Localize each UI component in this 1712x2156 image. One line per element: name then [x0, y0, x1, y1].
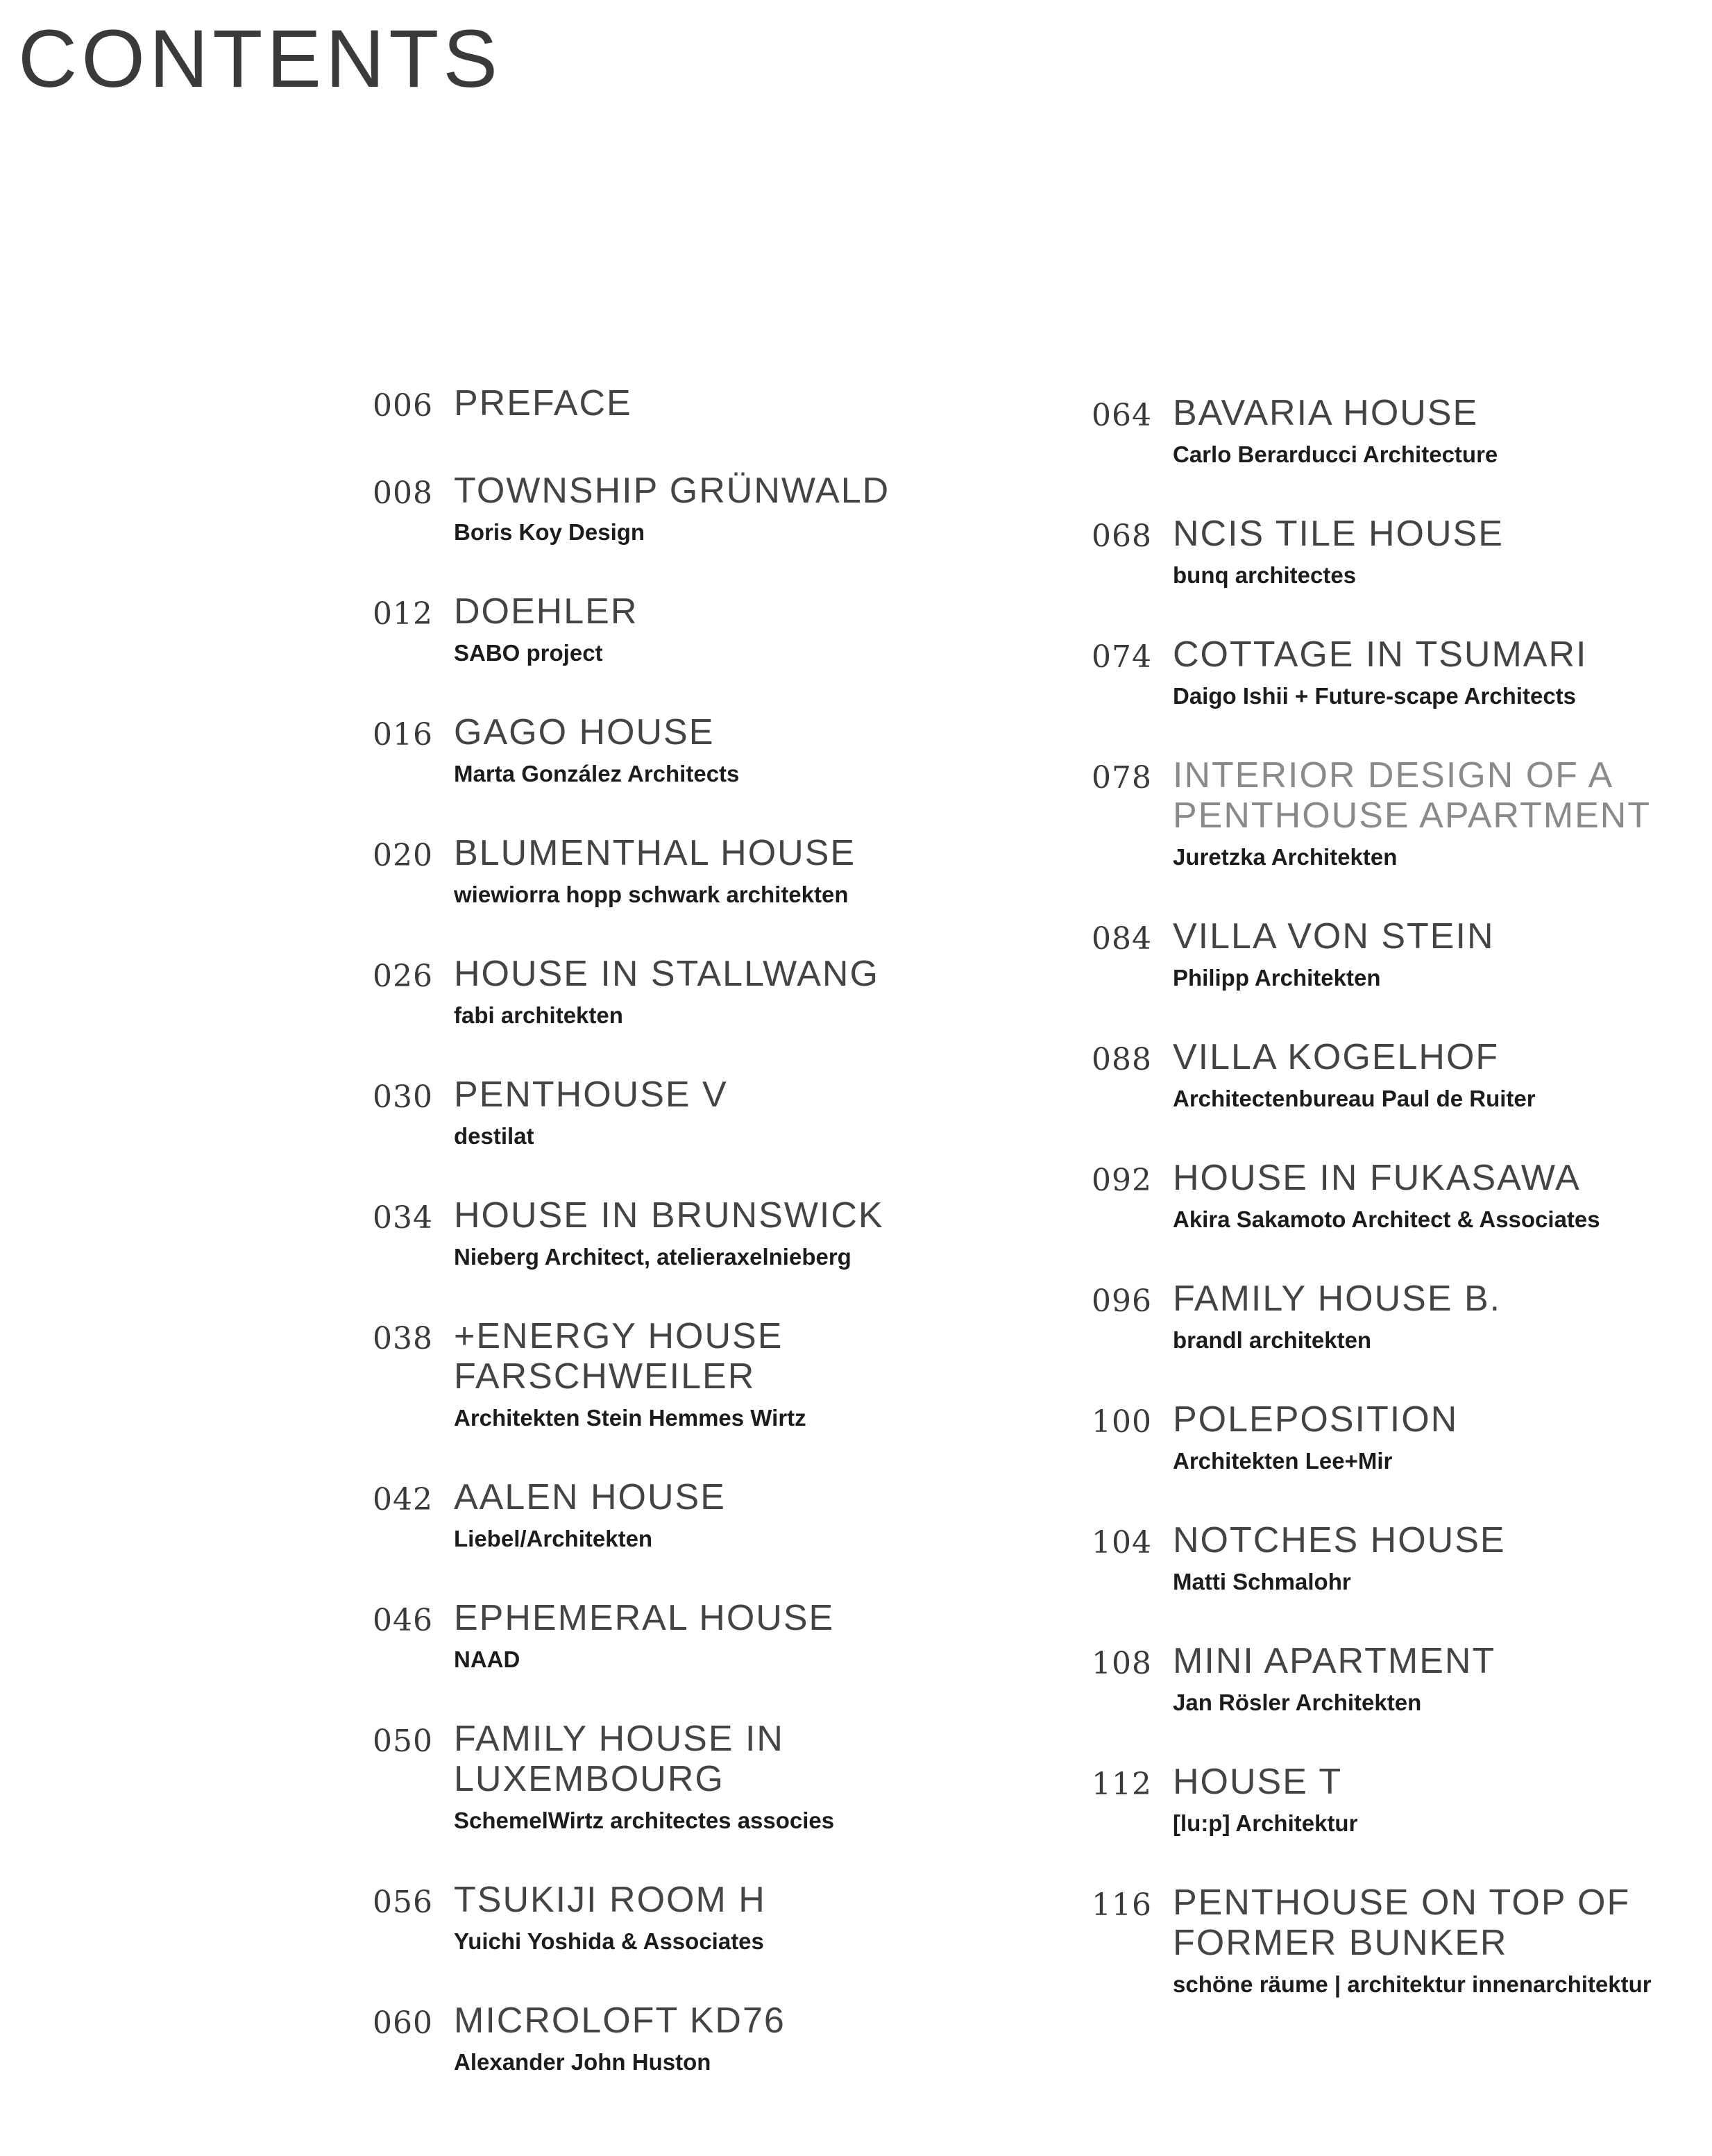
page-number: 026 [373, 959, 433, 994]
entry-title: MINI APARTMENT [1173, 1641, 1496, 1681]
page-number: 096 [1092, 1283, 1152, 1319]
entry-title: FAMILY HOUSE IN LUXEMBOURG [454, 1719, 784, 1799]
toc-entry[interactable] [1055, 1158, 1679, 1234]
entry-author: wiewiorra hopp schwark architekten [454, 882, 849, 907]
entry-author: fabi architekten [454, 1002, 623, 1028]
toc-entry[interactable] [1055, 1037, 1679, 1113]
entry-author: Boris Koy Design [454, 519, 645, 545]
contents-right-column [1055, 393, 1679, 2044]
entry-title: AALEN HOUSE [454, 1477, 726, 1517]
page-number: 116 [1092, 1887, 1152, 1923]
contents-left-column [333, 383, 902, 2121]
entry-author: Daigo Ishii + Future-scape Architects [1173, 683, 1577, 709]
entry-author: Architekten Stein Hemmes Wirtz [454, 1405, 806, 1431]
page-number: 078 [1092, 760, 1152, 795]
entry-author: Carlo Berarducci Architecture [1173, 441, 1498, 467]
page-number: 060 [373, 2005, 433, 2041]
entry-title: PENTHOUSE ON TOP OF FORMER BUNKER [1173, 1883, 1631, 1963]
toc-entry[interactable] [1055, 1883, 1679, 1999]
entry-title: COTTAGE IN TSUMARI [1173, 634, 1588, 675]
entry-author: Matti Schmalohr [1173, 1569, 1351, 1594]
entry-title: INTERIOR DESIGN OF A PENTHOUSE APARTMENT [1173, 755, 1652, 836]
page-number: 084 [1092, 921, 1152, 957]
entry-author: Yuichi Yoshida & Associates [454, 1928, 764, 1954]
page-number: 034 [373, 1200, 433, 1236]
page-number: 020 [373, 838, 433, 873]
toc-entry[interactable] [1055, 1520, 1679, 1597]
toc-entry[interactable] [333, 2001, 902, 2077]
entry-title: EPHEMERAL HOUSE [454, 1598, 835, 1638]
toc-entry[interactable] [333, 1880, 902, 1956]
toc-entry[interactable] [333, 954, 902, 1030]
entry-author: Liebel/Architekten [454, 1526, 653, 1551]
page-number: 108 [1092, 1646, 1152, 1681]
entry-title: PENTHOUSE V [454, 1075, 728, 1115]
entry-author: Marta González Architects [454, 761, 740, 786]
page-number: 038 [373, 1321, 433, 1356]
toc-entry[interactable] [333, 1075, 902, 1151]
entry-author: Juretzka Architekten [1173, 844, 1398, 870]
toc-entry[interactable] [333, 383, 902, 426]
entry-author: SchemelWirtz architectes associes [454, 1808, 835, 1833]
toc-entry[interactable] [1055, 634, 1679, 711]
entry-author: Philipp Architekten [1173, 965, 1381, 991]
entry-title: HOUSE IN BRUNSWICK [454, 1195, 884, 1236]
page-number: 092 [1092, 1163, 1152, 1198]
page-number: 030 [373, 1079, 433, 1115]
entry-title: HOUSE T [1173, 1762, 1343, 1802]
toc-entry[interactable] [333, 833, 902, 909]
entry-title: NCIS TILE HOUSE [1173, 514, 1504, 554]
entry-author: [lu:p] Architektur [1173, 1810, 1358, 1836]
page-title: CONTENTS [18, 13, 502, 105]
toc-entry[interactable] [1055, 1279, 1679, 1355]
toc-entry[interactable] [333, 591, 902, 668]
entry-title: +ENERGY HOUSE FARSCHWEILER [454, 1316, 783, 1397]
toc-entry[interactable] [1055, 393, 1679, 469]
toc-entry[interactable] [333, 471, 902, 547]
entry-author: Nieberg Architect, atelieraxelnieberg [454, 1244, 851, 1270]
entry-title: VILLA VON STEIN [1173, 916, 1495, 957]
entry-title: HOUSE IN STALLWANG [454, 954, 879, 994]
entry-author: brandl architekten [1173, 1327, 1372, 1353]
entry-author: Jan Rösler Architekten [1173, 1690, 1422, 1715]
page-number: 074 [1092, 639, 1152, 675]
entry-author: Alexander John Huston [454, 2049, 711, 2075]
toc-entry[interactable] [1055, 1399, 1679, 1476]
entry-title: BLUMENTHAL HOUSE [454, 833, 856, 873]
entry-title: TSUKIJI ROOM H [454, 1880, 766, 1920]
page-number: 050 [373, 1724, 433, 1759]
entry-title: MICROLOFT KD76 [454, 2001, 786, 2041]
toc-entry[interactable] [333, 712, 902, 789]
entry-title: TOWNSHIP GRÜNWALD [454, 471, 890, 511]
toc-entry[interactable] [333, 1316, 902, 1433]
page-number: 008 [373, 475, 433, 511]
entry-author: bunq architectes [1173, 562, 1357, 588]
entry-title: PREFACE [454, 383, 632, 423]
entry-title: FAMILY HOUSE B. [1173, 1279, 1502, 1319]
entry-author: NAAD [454, 1647, 520, 1672]
page-number: 012 [373, 596, 433, 632]
entry-title: BAVARIA HOUSE [1173, 393, 1479, 433]
page-number: 042 [373, 1482, 433, 1517]
toc-entry[interactable] [333, 1477, 902, 1553]
toc-entry[interactable] [333, 1719, 902, 1835]
page-number: 056 [373, 1885, 433, 1920]
toc-entry[interactable] [1055, 1641, 1679, 1717]
entry-author: Akira Sakamoto Architect & Associates [1173, 1206, 1600, 1232]
page-number: 068 [1092, 519, 1152, 554]
page-number: 016 [373, 717, 433, 752]
entry-title: HOUSE IN FUKASAWA [1173, 1158, 1581, 1198]
entry-author: Architectenbureau Paul de Ruiter [1173, 1086, 1536, 1111]
entry-title: NOTCHES HOUSE [1173, 1520, 1506, 1560]
toc-entry[interactable] [1055, 1762, 1679, 1838]
toc-entry[interactable] [1055, 514, 1679, 590]
toc-entry[interactable] [333, 1195, 902, 1272]
entry-author: Architekten Lee+Mir [1173, 1448, 1393, 1474]
page-number: 006 [373, 388, 433, 423]
entry-author: SABO project [454, 640, 603, 666]
page-number: 100 [1092, 1404, 1152, 1440]
entry-title: GAGO HOUSE [454, 712, 715, 752]
page-number: 088 [1092, 1042, 1152, 1077]
page-number: 112 [1092, 1767, 1152, 1802]
entry-title: DOEHLER [454, 591, 638, 632]
toc-entry[interactable] [1055, 916, 1679, 993]
entry-author: schöne räume | architektur innenarchitektur [1173, 1971, 1652, 1997]
page-number: 046 [373, 1603, 433, 1638]
page-number: 064 [1092, 398, 1152, 433]
page-number: 104 [1092, 1525, 1152, 1560]
toc-entry[interactable] [333, 1598, 902, 1674]
entry-title: VILLA KOGELHOF [1173, 1037, 1500, 1077]
toc-entry[interactable] [1055, 755, 1679, 872]
entry-author: destilat [454, 1123, 534, 1149]
entry-title: POLEPOSITION [1173, 1399, 1459, 1440]
